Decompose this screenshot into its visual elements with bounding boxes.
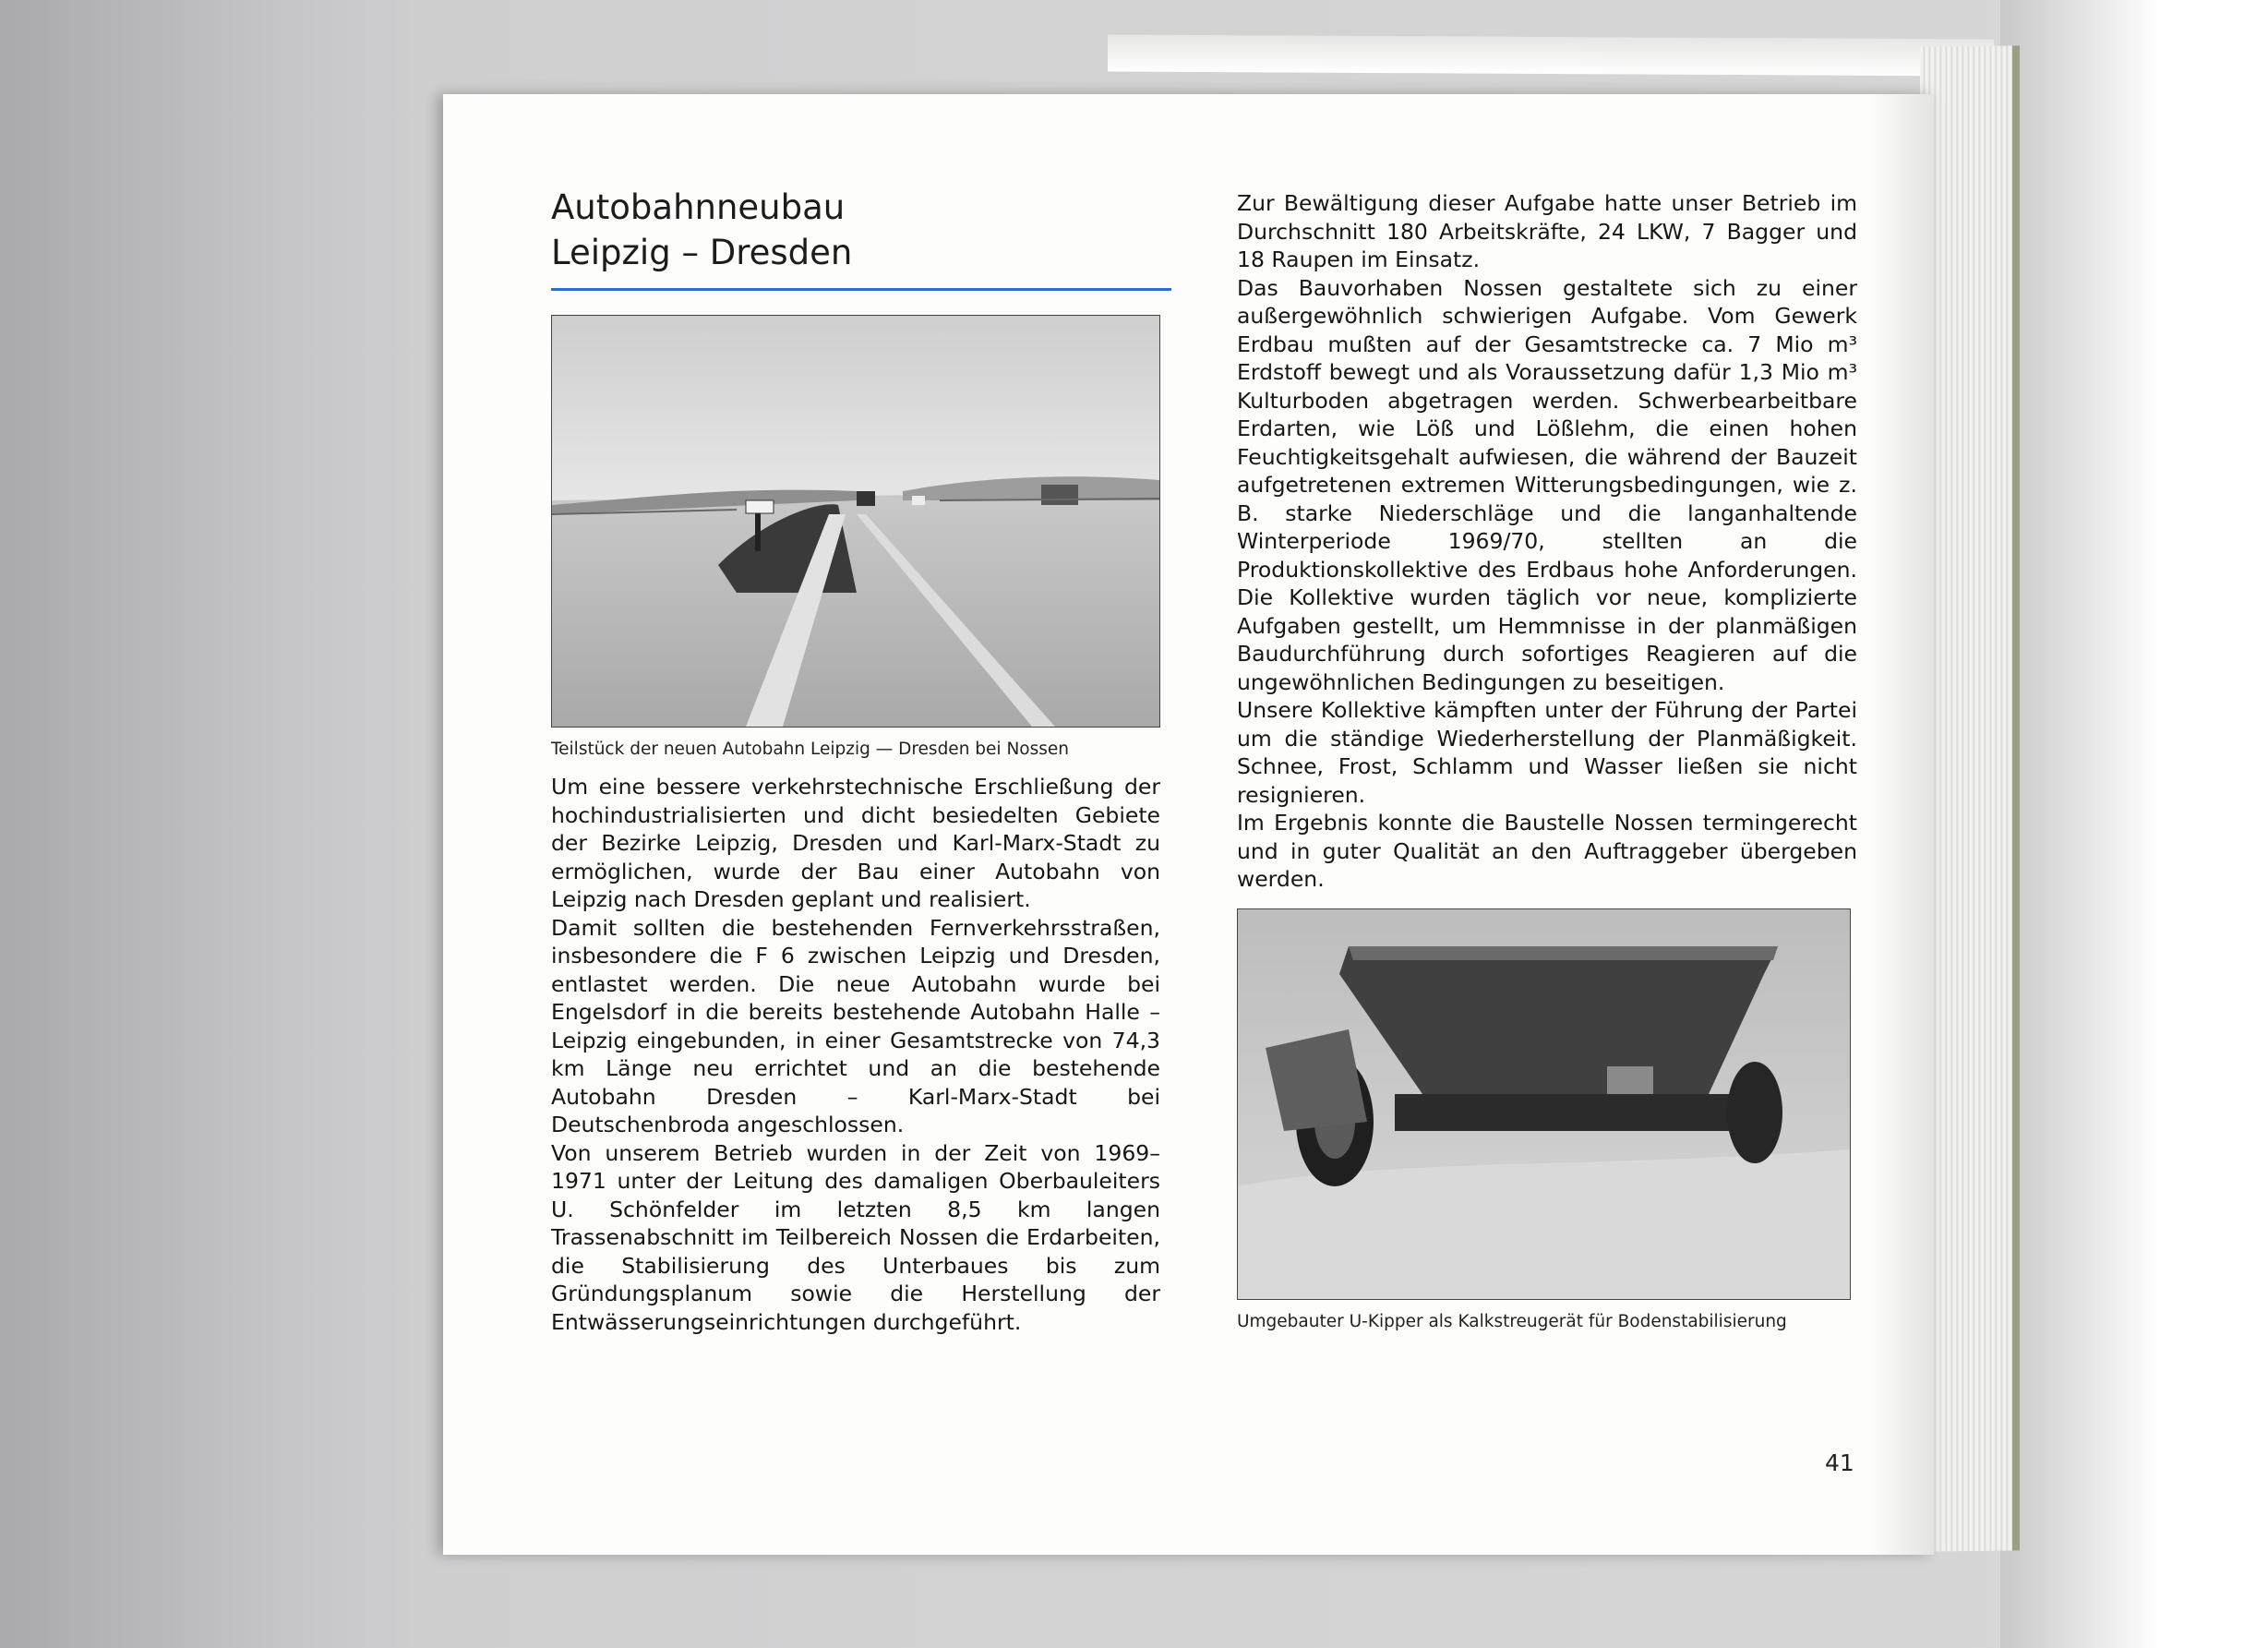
page-stack-edge [1920,45,2020,1551]
right-body-text: Zur Bewältigung dieser Aufgabe hatte unser Betrieb im Durchschnitt 180 Arbeitskräfte, 24 LKW, 7 Bagger und 18 Raupen im Einsatz. Das Bauvorhaben Nossen gestaltete sich zu einer außergewöhnlich schwierigen Aufgabe. Vom Gewerk Erdbau mußten auf der Gesamtstrecke ca. 7 Mio m³ Erdstoff bewegt und als Voraussetzung dafür 1,3 Mio m³ Kulturboden abgetragen werden. Schwerbearbeitbare Erdarten, wie Löß und Lößlehm, die einen hohen Feuchtigkeitsgehalt aufwiesen, die während der Bauzeit aufgetretenen extremen Witterungsbedingungen, wie z. B. starke Niederschläge und die langanhaltende Winterperiode 1969/70, stellten an die Produktionskollektive des Erdbaus hohe Anforderungen. Die Kollektive wurden täglich vor neue, komplizierte Aufgaben gestellt, um Hemmnisse in der planmäßigen Baudurchführung durch sofortiges Reagieren auf die ungewöhnlichen Bedingungen zu beseitigen. Unsere Kollektive kämpften unter der Führung der Partei um die ständige Wiederherstellung der Planmäßigkeit. Schnee, Frost, Schlamm und Wasser ließen sie nicht resignieren. Im Ergebnis konnte die Baustelle Nossen termingerecht und in guter Qualität an den Auftraggeber übergeben werden. [1237,190,1857,892]
left-body-text: Um eine bessere verkehrstechnische Erschließung der hochindustrialisierten und dicht besiedelten Gebiete der Bezirke Leipzig, Dresden und Karl-Marx-Stadt zu ermöglichen, wurde der Bau einer Autobahn von Leipzig nach Dresden geplant und realisiert. Damit sollten die bestehenden Fernverkehrsstraßen, insbesondere die F 6 zwischen Leipzig und Dresden, entlastet werden. Die neue Autobahn wurde bei Engelsdorf in die bereits bestehende Autobahn Halle – Leipzig eingebunden, in einer Gesamtstrecke von 74,3 km Länge neu errichtet und an die bestehende Autobahn Dresden – Karl-Marx-Stadt bei Deutschenbroda angeschlossen. Von unserem Betrieb wurden in der Zeit von 1969–1971 unter der Leitung des damaligen Oberbauleiters U. Schönfelder im letzten 8,5 km langen Trassenabschnitt im Teilbereich Nossen die Erdarbeiten, die Stabilisierung des Unterbaues bis zum Gründungsplanum sowie die Herstellung der Entwässerungseinrichtungen durchgeführt. [551,774,1160,1335]
page-top-edge [1108,34,1994,76]
book-page [443,94,1934,1555]
title-underline [551,288,1171,291]
u-kipper-photo-illustration [1238,909,1850,1299]
left-column [551,185,1160,1336]
scan-background-right [2000,0,2268,1648]
title-line-1: Autobahnneubau [551,187,846,227]
autobahn-photo [551,315,1160,728]
photo2-caption: Umgebauter U-Kipper als Kalkstreugerät für Bodenstabilisierung [1237,1311,1787,1331]
right-column [1237,189,1865,1333]
photo1-caption: Teilstück der neuen Autobahn Leipzig — Dresden bei Nossen [551,740,1069,759]
autobahn-photo-illustration [552,316,1159,727]
article-title [551,185,1160,275]
page-number: 41 [1825,1450,1854,1476]
title-line-2: Leipzig – Dresden [551,233,853,272]
u-kipper-photo [1237,908,1851,1300]
